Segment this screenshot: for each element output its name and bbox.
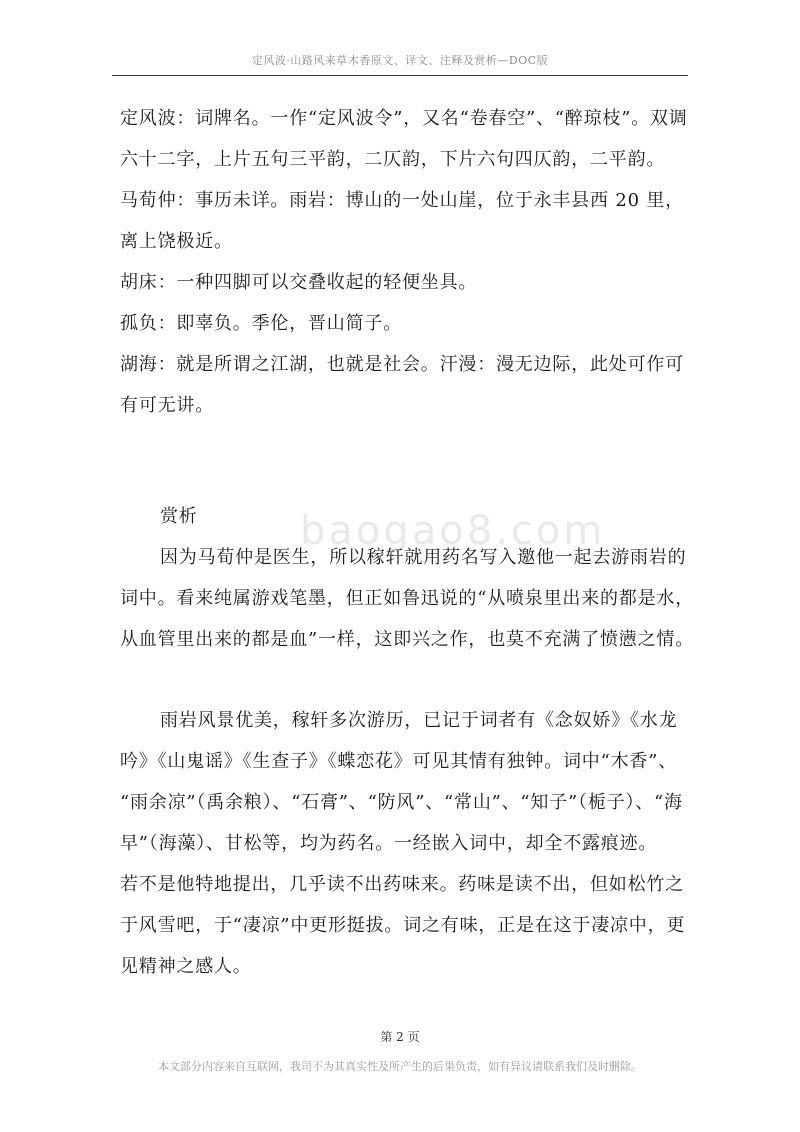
document-header: 定风波·山路风来草木香原文、译文、注释及赏析—DOC版 xyxy=(251,54,549,67)
paragraph-line: 吟》《山鬼谣》《生查子》《蝶恋花》可见其情有独钟。词中“木香”、 xyxy=(120,751,678,772)
note-line: 有可无讲。 xyxy=(120,395,214,416)
paragraph-line: 雨岩风景优美，稼轩多次游历，已记于词者有《念奴娇》《水龙 xyxy=(160,710,678,731)
note-line: 定风波：词牌名。一作“定风波令”，又名“卷春空”、“醉琼枝”。双调 xyxy=(120,108,688,129)
note-line: 六十二字，上片五句三平韵，二仄韵，下片六句四仄韵，二平韵。 xyxy=(120,149,666,170)
footer-disclaimer: 本文部分内容来自互联网，我司不为其真实性及所产生的后果负责，如有异议请联系我们及时删除。 xyxy=(158,1060,642,1073)
note-line: 离上饶极近。 xyxy=(120,231,233,252)
paragraph-line: 早”（海藻）、甘松等，均为药名。一经嵌入词中，却全不露痕迹。 xyxy=(120,833,658,854)
note-line: 孤负：即辜负。季伦，晋山简子。 xyxy=(120,313,402,334)
section-heading: 赏析 xyxy=(160,506,198,527)
paragraph-line: 从血管里出来的都是血”一样，这即兴之作，也莫不充满了愤懑之情。 xyxy=(120,629,694,650)
notes-section xyxy=(120,98,686,426)
paragraph-line: “雨余凉”（禹余粮）、“石膏”、“防风”、“常山”、“知子”（栀子）、“海 xyxy=(120,792,683,813)
note-line: 马荀仲：事历未详。雨岩：博山的一处山崖，位于永丰县西 20 里， xyxy=(120,190,684,211)
header-divider xyxy=(112,75,688,76)
paragraph-line: 于风雪吧，于“凄凉”中更形挺拔。词之有味，正是在这于凄凉中，更 xyxy=(120,915,686,936)
page-number: 第 2 页 xyxy=(380,1030,420,1044)
analysis-section xyxy=(120,496,694,660)
paragraph-line: 若不是他特地提出，几乎读不出药味来。药味是读不出，但如松竹之 xyxy=(120,874,684,895)
analysis-paragraph-2 xyxy=(120,700,686,987)
note-line: 胡床：一种四脚可以交叠收起的轻便坐具。 xyxy=(120,272,478,293)
watermark: baogao8.com xyxy=(300,508,606,554)
paragraph-line: 见精神之感人。 xyxy=(120,956,252,977)
paragraph-line: 因为马荀仲是医生，所以稼轩就用药名写入邀他一起去游雨岩的 xyxy=(160,547,687,568)
note-line: 湖海：就是所谓之江湖，也就是社会。汗漫：漫无边际，此处可作可 xyxy=(120,354,684,375)
paragraph-line: 词中。看来纯属游戏笔墨，但正如鲁迅说的“从喷泉里出来的都是水， xyxy=(120,588,694,609)
